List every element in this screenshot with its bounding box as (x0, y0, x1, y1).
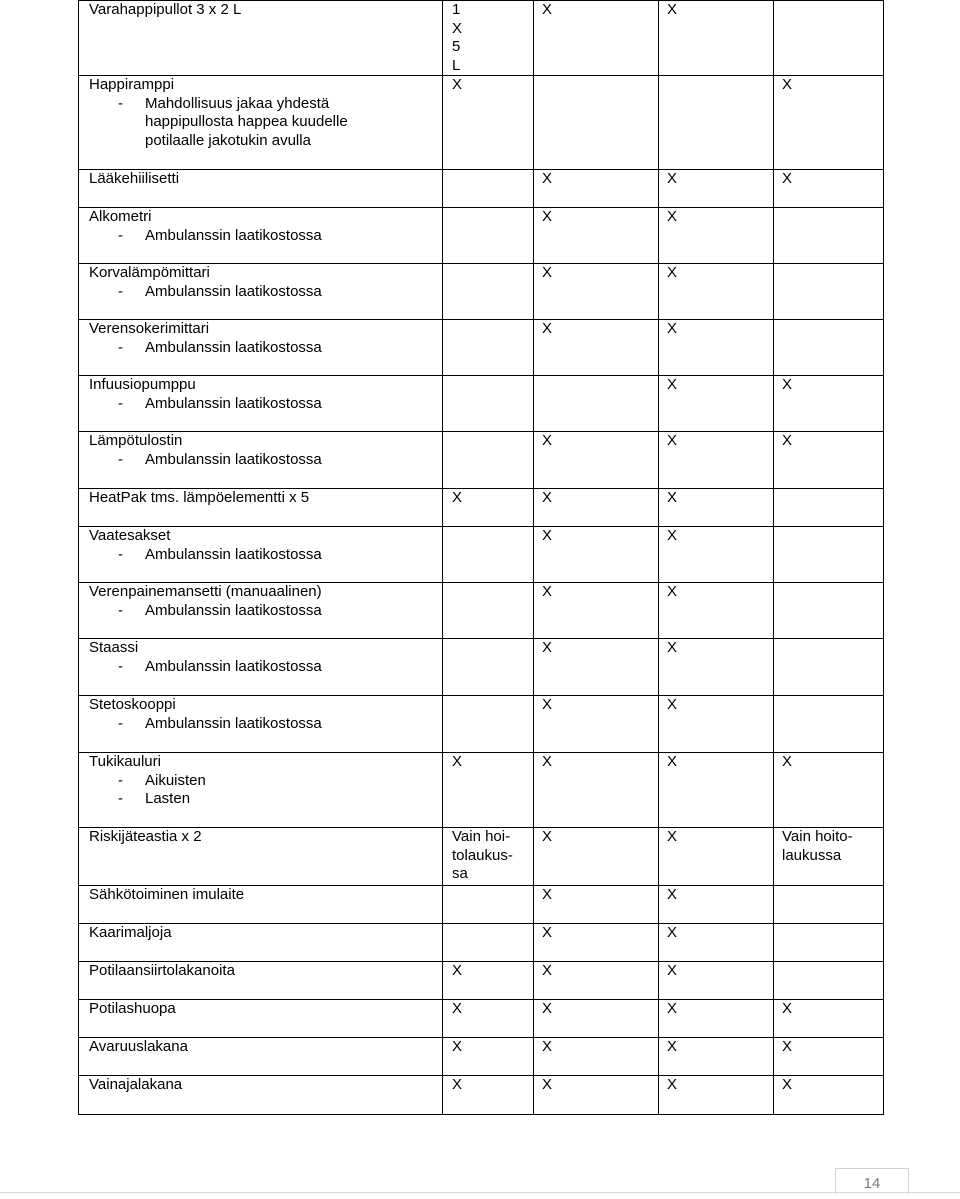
mark-cell-c2 (443, 696, 534, 753)
table-row (79, 320, 884, 376)
cell-mark: X (667, 432, 678, 449)
item-name: Lääkehiilisetti (89, 170, 180, 187)
cell-mark: X (542, 828, 553, 845)
cell-mark: X (452, 1038, 463, 1055)
mark-cell-c4 (659, 170, 774, 208)
table-row (79, 170, 884, 208)
cell-mark: X (542, 1000, 553, 1017)
cell-mark: X (452, 1000, 463, 1017)
item-name: Kaarimaljoja (89, 924, 172, 941)
subpoint-text: Ambulanssin laatikostossa (145, 657, 322, 675)
cell-mark: X (542, 1076, 553, 1093)
mark-cell-c4 (659, 264, 774, 320)
item-subpoint (89, 790, 442, 809)
mark-cell-c4 (659, 208, 774, 264)
cell-mark: X (452, 489, 463, 506)
item-cell (79, 489, 443, 527)
equipment-table-body (79, 1, 884, 1115)
bullet-dash: - (118, 450, 123, 468)
cell-mark: X (542, 696, 553, 713)
item-name: Riskijäteastia x 2 (89, 828, 202, 845)
bullet-dash: - (118, 657, 123, 675)
item-name: Stetoskooppi (89, 696, 176, 713)
item-subpoint (89, 546, 442, 565)
table-row (79, 924, 884, 962)
item-name: Lämpötulostin (89, 432, 183, 449)
mark-cell-c4 (659, 376, 774, 432)
mark-cell-c3 (534, 527, 659, 583)
bullet-dash: - (118, 338, 123, 356)
mark-cell-c5 (774, 170, 884, 208)
item-cell (79, 320, 443, 376)
cell-mark: X (542, 753, 553, 770)
mark-cell-c2 (443, 264, 534, 320)
subpoint-text: Ambulanssin laatikostossa (145, 282, 322, 300)
mark-cell-c5 (774, 1076, 884, 1115)
item-name: Verenpainemansetti (manuaalinen) (89, 583, 322, 600)
mark-cell-c5 (774, 432, 884, 489)
subpoint-text: Ambulanssin laatikostossa (145, 450, 322, 468)
bullet-dash: - (118, 714, 123, 732)
cell-mark: 1 (452, 1, 461, 18)
subpoint-text: Aikuisten (145, 771, 206, 789)
item-subpoint (89, 772, 442, 791)
cell-mark: X (452, 962, 463, 979)
item-cell (79, 1076, 443, 1115)
table-row (79, 432, 884, 489)
cell-mark: X (667, 320, 678, 337)
cell-mark: X (667, 489, 678, 506)
table-row (79, 527, 884, 583)
cell-mark: 5 (452, 38, 461, 55)
cell-mark: X (782, 376, 793, 393)
mark-cell-c2 (443, 924, 534, 962)
mark-cell-c5 (774, 1, 884, 76)
bullet-dash: - (118, 601, 123, 619)
cell-mark: X (667, 924, 678, 941)
mark-cell-c4 (659, 527, 774, 583)
item-cell (79, 1000, 443, 1038)
cell-mark: X (667, 527, 678, 544)
mark-cell-c5 (774, 208, 884, 264)
item-subpoint (89, 339, 442, 358)
mark-cell-c2 (443, 376, 534, 432)
item-name: Sähkötoiminen imulaite (89, 886, 245, 903)
mark-cell-c4 (659, 753, 774, 828)
item-cell (79, 170, 443, 208)
cell-mark: X (542, 264, 553, 281)
cell-mark: X (542, 489, 553, 506)
item-name: Vainajalakana (89, 1076, 183, 1093)
mark-cell-c3 (534, 696, 659, 753)
table-row (79, 208, 884, 264)
page-number-box (835, 1168, 909, 1194)
cell-mark: X (667, 376, 678, 393)
subpoint-text: Lasten (145, 790, 191, 807)
table-row (79, 264, 884, 320)
cell-mark: X (542, 886, 553, 903)
item-subpoint (89, 451, 442, 470)
table-row (79, 583, 884, 639)
item-name: Verensokerimittari (89, 320, 210, 337)
mark-cell-c2 (443, 962, 534, 1000)
cell-mark: X (782, 753, 793, 770)
item-cell (79, 527, 443, 583)
item-name: Vaatesakset (89, 527, 171, 544)
mark-cell-c4 (659, 1000, 774, 1038)
cell-mark: X (667, 962, 678, 979)
cell-mark: X (667, 886, 678, 903)
bullet-dash: - (118, 771, 123, 789)
mark-cell-c2 (443, 170, 534, 208)
bullet-dash: - (118, 545, 123, 563)
mark-cell-c4 (659, 1038, 774, 1076)
cell-mark: X (542, 527, 553, 544)
mark-cell-c4 (659, 320, 774, 376)
mark-cell-c2 (443, 489, 534, 527)
cell-mark: sa (452, 865, 468, 882)
cell-mark: X (782, 1000, 793, 1017)
mark-cell-c5 (774, 924, 884, 962)
table-row (79, 886, 884, 924)
mark-cell-c3 (534, 1076, 659, 1115)
mark-cell-c2 (443, 76, 534, 170)
item-cell (79, 753, 443, 828)
mark-cell-c5 (774, 489, 884, 527)
item-name: Varahappipullot 3 x 2 L (89, 1, 242, 18)
item-cell (79, 1, 443, 76)
subpoint-text: Ambulanssin laatikostossa (145, 338, 322, 356)
cell-mark: X (667, 1000, 678, 1017)
table-row (79, 696, 884, 753)
item-name: HeatPak tms. lämpöelementti x 5 (89, 489, 310, 506)
cell-mark: X (667, 1076, 678, 1093)
item-cell (79, 208, 443, 264)
cell-mark: Vain hoito- (782, 828, 853, 845)
cell-mark: tolaukus- (452, 846, 513, 864)
bullet-dash: - (118, 394, 123, 412)
mark-cell-c3 (534, 753, 659, 828)
mark-cell-c2 (443, 432, 534, 489)
table-row (79, 753, 884, 828)
cell-mark: X (542, 639, 553, 656)
item-subpoint (89, 283, 442, 302)
cell-mark: X (782, 432, 793, 449)
item-cell (79, 432, 443, 489)
mark-cell-c3 (534, 828, 659, 886)
item-cell (79, 1038, 443, 1076)
mark-cell-c3 (534, 962, 659, 1000)
mark-cell-c5 (774, 696, 884, 753)
cell-mark: X (667, 1038, 678, 1055)
mark-cell-c3 (534, 320, 659, 376)
mark-cell-c5 (774, 1038, 884, 1076)
cell-mark: X (542, 583, 553, 600)
mark-cell-c5 (774, 828, 884, 886)
item-name: Staassi (89, 639, 139, 656)
mark-cell-c3 (534, 639, 659, 696)
cell-mark: X (542, 962, 553, 979)
subpoint-text: Ambulanssin laatikostossa (145, 601, 322, 619)
subpoint-text: Ambulanssin laatikostossa (145, 394, 322, 412)
mark-cell-c4 (659, 886, 774, 924)
item-cell (79, 264, 443, 320)
mark-cell-c4 (659, 1, 774, 76)
mark-cell-c2 (443, 639, 534, 696)
item-cell (79, 696, 443, 753)
cell-mark: X (667, 264, 678, 281)
mark-cell-c2 (443, 1, 534, 76)
subpoint-text: Ambulanssin laatikostossa (145, 714, 322, 732)
mark-cell-c5 (774, 527, 884, 583)
bullet-dash: - (118, 282, 123, 300)
cell-mark: laukussa (782, 846, 842, 864)
mark-cell-c2 (443, 753, 534, 828)
table-row (79, 76, 884, 170)
item-subpoint (89, 602, 442, 621)
mark-cell-c5 (774, 376, 884, 432)
mark-cell-c2 (443, 1076, 534, 1115)
mark-cell-c3 (534, 924, 659, 962)
item-name: Happiramppi (89, 76, 175, 93)
mark-cell-c4 (659, 924, 774, 962)
item-name: Tukikauluri (89, 753, 161, 770)
mark-cell-c3 (534, 1000, 659, 1038)
item-name: Avaruuslakana (89, 1038, 188, 1055)
item-subpoint (89, 395, 442, 414)
item-subpoint (89, 715, 442, 734)
item-cell (79, 76, 443, 170)
mark-cell-c3 (534, 583, 659, 639)
item-name: Potilashuopa (89, 1000, 176, 1017)
item-subpoint (89, 227, 442, 246)
mark-cell-c5 (774, 1000, 884, 1038)
table-row (79, 1038, 884, 1076)
mark-cell-c2 (443, 1038, 534, 1076)
mark-cell-c3 (534, 208, 659, 264)
mark-cell-c3 (534, 264, 659, 320)
item-name: Korvalämpömittari (89, 264, 210, 281)
mark-cell-c3 (534, 1, 659, 76)
item-cell (79, 376, 443, 432)
mark-cell-c3 (534, 489, 659, 527)
cell-mark: X (452, 19, 463, 37)
cell-mark: X (452, 1076, 463, 1093)
item-cell (79, 583, 443, 639)
cell-mark: X (667, 1, 678, 18)
mark-cell-c3 (534, 76, 659, 170)
mark-cell-c5 (774, 753, 884, 828)
cell-mark: X (667, 170, 678, 187)
item-cell (79, 828, 443, 886)
item-subpoint (89, 95, 442, 151)
bullet-dash: - (118, 790, 123, 807)
cell-mark: X (452, 753, 463, 770)
mark-cell-c4 (659, 432, 774, 489)
subpoint-text: Ambulanssin laatikostossa (145, 545, 322, 563)
item-cell (79, 962, 443, 1000)
mark-cell-c3 (534, 432, 659, 489)
table-row (79, 1000, 884, 1038)
mark-cell-c2 (443, 1000, 534, 1038)
cell-mark: X (782, 1076, 793, 1093)
cell-mark: X (667, 828, 678, 845)
cell-mark: X (542, 924, 553, 941)
cell-mark: X (542, 1, 553, 18)
item-name: Potilaansiirtolakanoita (89, 962, 235, 979)
subpoint-text: potilaalle jakotukin avulla (145, 131, 311, 149)
cell-mark: X (782, 170, 793, 187)
cell-mark: X (452, 76, 463, 93)
mark-cell-c5 (774, 962, 884, 1000)
subpoint-text: Mahdollisuus jakaa yhdestä (145, 94, 330, 112)
table-row (79, 376, 884, 432)
mark-cell-c5 (774, 583, 884, 639)
item-name: Infuusiopumppu (89, 376, 196, 393)
equipment-table (78, 0, 884, 1115)
mark-cell-c5 (774, 76, 884, 170)
mark-cell-c5 (774, 264, 884, 320)
mark-cell-c4 (659, 696, 774, 753)
mark-cell-c5 (774, 320, 884, 376)
item-cell (79, 924, 443, 962)
page-number: 14 (863, 1175, 881, 1192)
table-row (79, 1076, 884, 1115)
bullet-dash: - (118, 94, 123, 112)
cell-mark: X (782, 76, 793, 93)
table-row (79, 489, 884, 527)
table-row (79, 828, 884, 886)
mark-cell-c3 (534, 886, 659, 924)
mark-cell-c2 (443, 527, 534, 583)
mark-cell-c5 (774, 639, 884, 696)
subpoint-text: Ambulanssin laatikostossa (145, 226, 322, 244)
mark-cell-c2 (443, 583, 534, 639)
item-cell (79, 639, 443, 696)
bullet-dash: - (118, 226, 123, 244)
mark-cell-c4 (659, 583, 774, 639)
mark-cell-c4 (659, 76, 774, 170)
cell-mark: X (542, 1038, 553, 1055)
mark-cell-c5 (774, 886, 884, 924)
cell-mark: X (542, 208, 553, 225)
cell-mark: X (667, 639, 678, 656)
cell-mark: X (667, 208, 678, 225)
cell-mark: X (542, 170, 553, 187)
item-name: Alkometri (89, 208, 152, 225)
mark-cell-c4 (659, 962, 774, 1000)
mark-cell-c2 (443, 320, 534, 376)
mark-cell-c2 (443, 208, 534, 264)
cell-mark: X (542, 432, 553, 449)
item-cell (79, 886, 443, 924)
cell-mark: X (782, 1038, 793, 1055)
cell-mark: X (667, 583, 678, 600)
mark-cell-c2 (443, 828, 534, 886)
cell-mark: X (667, 696, 678, 713)
table-row (79, 639, 884, 696)
cell-mark: X (542, 320, 553, 337)
mark-cell-c3 (534, 1038, 659, 1076)
table-row (79, 962, 884, 1000)
cell-mark: Vain hoi- (452, 828, 511, 845)
mark-cell-c4 (659, 1076, 774, 1115)
mark-cell-c4 (659, 828, 774, 886)
mark-cell-c3 (534, 170, 659, 208)
subpoint-text: happipullosta happea kuudelle (145, 113, 348, 130)
footer-divider (0, 1192, 960, 1193)
mark-cell-c4 (659, 489, 774, 527)
cell-mark: L (452, 56, 461, 74)
table-row (79, 1, 884, 76)
cell-mark: X (667, 753, 678, 770)
mark-cell-c4 (659, 639, 774, 696)
mark-cell-c3 (534, 376, 659, 432)
mark-cell-c2 (443, 886, 534, 924)
item-subpoint (89, 658, 442, 677)
